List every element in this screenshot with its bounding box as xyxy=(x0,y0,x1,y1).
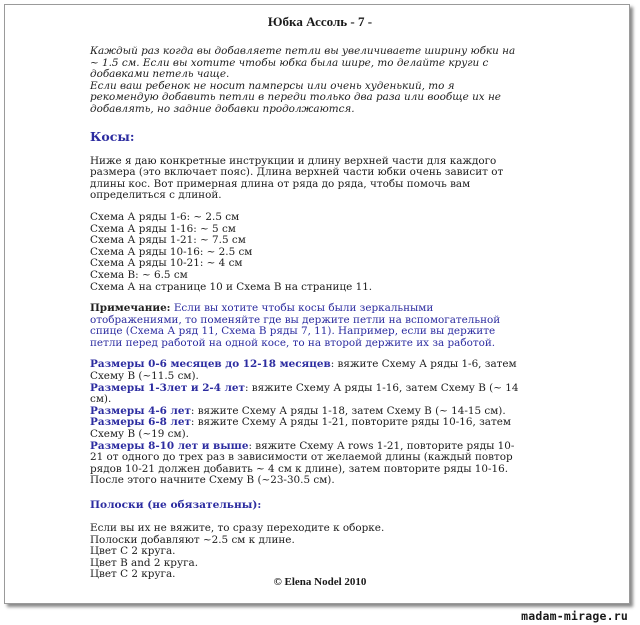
site-watermark: madam-mirage.ru xyxy=(521,609,628,623)
intro-line: ~ 1.5 см. Если вы хотите чтобы юбка была шире, то делайте круги с xyxy=(90,56,489,69)
size-label: Размеры 8-10 лет и выше xyxy=(90,439,249,452)
description-line: длины кос. Вот примерная длина от ряда до ряда, чтобы помочь вам xyxy=(90,177,471,190)
size-label: Размеры 6-8 лет xyxy=(90,416,191,429)
size-label: Размеры 0-6 месяцев до 12-18 месяцев xyxy=(90,358,331,371)
schema-line: Схема А ряды 10-21: ~ 4 см xyxy=(90,257,243,270)
size-first-line xyxy=(90,383,568,395)
note-first-line xyxy=(90,303,568,315)
note-label: Примечание: xyxy=(90,302,171,315)
intro-line: добавлять, но задние добавки продолжаются. xyxy=(90,102,355,115)
size-text: : вяжите Схему А ряды 1-6, затем xyxy=(330,358,517,371)
size-line: После этого начните Схему В (~23-30.5 см). xyxy=(90,474,335,487)
size-label: Размеры 4-6 лет xyxy=(90,404,191,417)
schema-line: Схема А ряды 1-16: ~ 5 см xyxy=(90,222,236,235)
size-entry xyxy=(90,441,568,487)
size-text: : вяжите Схему А ряды 1-21, повторите ряды 10-16, затем xyxy=(190,416,511,429)
intro-line: Если ваш ребенок не носит памперсы или очень худенький, то я xyxy=(90,79,455,92)
document-body xyxy=(90,46,568,581)
note-paragraph xyxy=(90,303,568,349)
schema-line: Схема А ряды 1-21: ~ 7.5 см xyxy=(90,234,246,247)
description-line: определиться с длиной. xyxy=(90,189,222,202)
size-text: : вяжите Схему А ряды 1-16, затем Схему В (~ 14 xyxy=(244,381,519,394)
size-label: Размеры 1-3лет и 2-4 лет xyxy=(90,381,245,394)
schema-line: Схема А на странице 10 и Схема В на странице 11. xyxy=(90,280,373,293)
note-line: спице (Схема А ряд 11, Схема В ряды 7, 11). Например, если вы держите xyxy=(90,325,496,338)
intro-line: добавками петель чаще. xyxy=(90,68,230,81)
stripes-line: Цвет B and 2 круга. xyxy=(90,556,199,569)
intro-line: рекомендую добавить петли в переди только два раза или вообще их не xyxy=(90,91,501,104)
note-line: отображениями, то поменяйте где вы держите петли на вспомогательной xyxy=(90,313,501,326)
note-text: Если вы хотите чтобы косы были зеркальными xyxy=(170,302,434,315)
copyright-footer: © Elena Nodel 2010 xyxy=(273,576,367,588)
size-line: рядов 10-21 должен добавить ~ 4 см к длине), затем повторите ряды 10-16. xyxy=(90,462,509,475)
stripes-list xyxy=(90,523,568,581)
braids-heading: Косы: xyxy=(90,128,135,144)
schema-line: Схема А ряды 10-16: ~ 2.5 см xyxy=(90,245,253,258)
description-line: размера (это включает пояс). Длина верхней части юбки очень зависит от xyxy=(90,166,504,179)
schema-line: Схема А ряды 1-6: ~ 2.5 см xyxy=(90,210,240,223)
intro-paragraph xyxy=(90,46,568,116)
size-entry xyxy=(90,383,568,406)
size-line: 21 от одного до трех раз в зависимости от желаемой длины (каждый повтор xyxy=(90,451,513,464)
intro-line: Каждый раз когда вы добавляете петли вы увеличиваете ширину юбки на xyxy=(90,45,516,57)
size-line: Схему В (~19 см). xyxy=(90,428,189,441)
note-line: петли перед работой на одной косе, то на второй держите их за работой. xyxy=(90,336,496,349)
stripes-line: Если вы их не вяжите, то сразу переходите к оборке. xyxy=(90,522,385,534)
braids-description xyxy=(90,156,568,202)
page-title: Юбка Ассоль - 7 - xyxy=(267,14,373,29)
size-text: : вяжите Схему А rows 1-21, повторите ряды 10- xyxy=(248,439,515,452)
stripes-line: Цвет С 2 круга. xyxy=(90,568,176,581)
size-entry xyxy=(90,417,568,440)
schema-lengths-list xyxy=(90,212,568,293)
size-line: Схему В (~11.5 см). xyxy=(90,370,199,383)
size-text: : вяжите Схему А ряды 1-18, затем Схему В (~ 14-15 см). xyxy=(190,404,506,417)
size-entry xyxy=(90,359,568,382)
size-line: см). xyxy=(90,393,112,406)
stripes-line: Полоски добавляют ~2.5 см к длине. xyxy=(90,533,295,546)
sizes-list xyxy=(90,359,568,487)
stripes-heading: Полоски (не обязательны): xyxy=(90,499,262,511)
stripes-line: Цвет С 2 круга. xyxy=(90,545,176,558)
description-line: Ниже я даю конкретные инструкции и длину верхней части для каждого xyxy=(90,154,497,167)
schema-line: Схема В: ~ 6.5 см xyxy=(90,268,188,281)
